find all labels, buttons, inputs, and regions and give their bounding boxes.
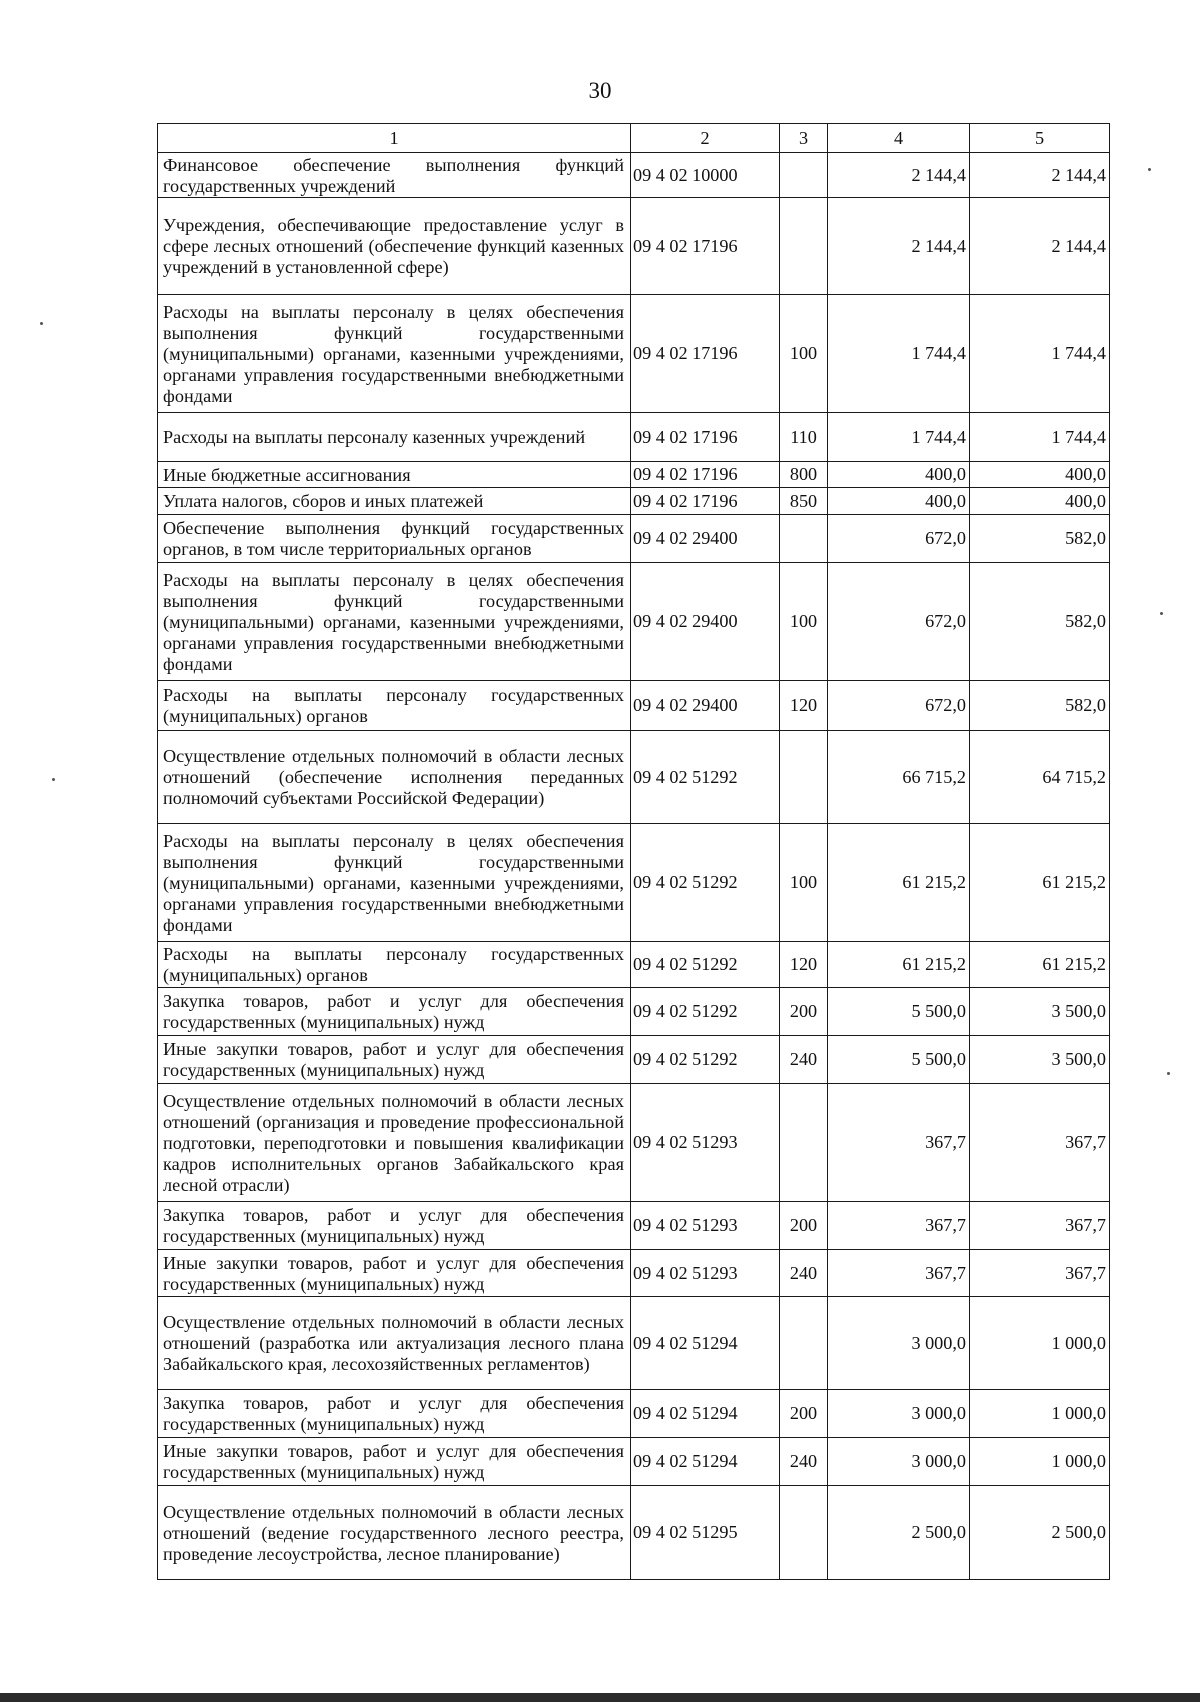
page-number: 30 <box>588 78 612 103</box>
row-name-cell: Осуществление отдельных полномочий в области лесных отношений (ведение государственного лесного реестра, проведение лесоустройства, лесное планирование) <box>158 1486 631 1580</box>
row-amount-col5-cell: 2 500,0 <box>970 1486 1110 1580</box>
table-body <box>158 153 1110 1580</box>
row-amount-col5-cell: 64 715,2 <box>970 731 1110 824</box>
row-amount-col4-cell: 3 000,0 <box>828 1438 970 1486</box>
row-expense-type-cell: 240 <box>780 1250 828 1297</box>
row-name-cell: Иные бюджетные ассигнования <box>158 462 631 488</box>
table-row <box>158 563 1110 681</box>
row-expense-type-cell <box>780 1084 828 1202</box>
table-row <box>158 153 1110 198</box>
row-expense-type-cell: 110 <box>780 413 828 462</box>
table-row <box>158 1084 1110 1202</box>
table-row <box>158 1202 1110 1250</box>
row-name-cell: Финансовое обеспечение выполнения функций государственных учреждений <box>158 153 631 198</box>
row-amount-col5-cell: 1 744,4 <box>970 413 1110 462</box>
row-amount-col5-cell: 582,0 <box>970 563 1110 681</box>
row-code-cell: 09 4 02 51294 <box>631 1390 780 1438</box>
row-amount-col5-cell: 367,7 <box>970 1250 1110 1297</box>
row-name-cell: Расходы на выплаты персоналу государственных (муниципальных) органов <box>158 942 631 988</box>
row-code-cell: 09 4 02 17196 <box>631 413 780 462</box>
row-amount-col5-cell: 400,0 <box>970 488 1110 515</box>
scan-speck <box>40 322 43 325</box>
table-row <box>158 824 1110 942</box>
row-expense-type-cell <box>780 515 828 563</box>
row-name-cell: Иные закупки товаров, работ и услуг для обеспечения государственных (муниципальных) нужд <box>158 1250 631 1297</box>
table-header-row <box>158 124 1110 153</box>
table-row <box>158 488 1110 515</box>
row-code-cell: 09 4 02 51292 <box>631 1036 780 1084</box>
row-name-cell: Обеспечение выполнения функций государственных органов, в том числе территориальных органов <box>158 515 631 563</box>
row-amount-col5-cell: 61 215,2 <box>970 824 1110 942</box>
table-row <box>158 1438 1110 1486</box>
row-amount-col5-cell: 2 144,4 <box>970 198 1110 295</box>
row-code-cell: 09 4 02 29400 <box>631 681 780 731</box>
row-name-cell: Расходы на выплаты персоналу государственных (муниципальных) органов <box>158 681 631 731</box>
row-code-cell: 09 4 02 17196 <box>631 462 780 488</box>
table-row <box>158 1390 1110 1438</box>
row-amount-col4-cell: 367,7 <box>828 1084 970 1202</box>
row-code-cell: 09 4 02 51292 <box>631 824 780 942</box>
table-row <box>158 198 1110 295</box>
row-amount-col4-cell: 5 500,0 <box>828 988 970 1036</box>
scan-speck <box>1160 612 1163 615</box>
column-header-3: 3 <box>780 124 828 153</box>
row-name-cell: Иные закупки товаров, работ и услуг для обеспечения государственных (муниципальных) нужд <box>158 1036 631 1084</box>
row-code-cell: 09 4 02 51293 <box>631 1202 780 1250</box>
row-amount-col5-cell: 2 144,4 <box>970 153 1110 198</box>
table-row <box>158 988 1110 1036</box>
row-name-cell: Иные закупки товаров, работ и услуг для обеспечения государственных (муниципальных) нужд <box>158 1438 631 1486</box>
table-row <box>158 413 1110 462</box>
row-amount-col4-cell: 1 744,4 <box>828 413 970 462</box>
row-amount-col4-cell: 61 215,2 <box>828 824 970 942</box>
row-code-cell: 09 4 02 51292 <box>631 731 780 824</box>
row-amount-col4-cell: 3 000,0 <box>828 1297 970 1390</box>
column-header-5: 5 <box>970 124 1110 153</box>
table-row <box>158 1486 1110 1580</box>
row-expense-type-cell: 200 <box>780 1202 828 1250</box>
budget-table <box>157 123 1110 1580</box>
row-amount-col5-cell: 1 000,0 <box>970 1438 1110 1486</box>
row-amount-col4-cell: 5 500,0 <box>828 1036 970 1084</box>
row-name-cell: Расходы на выплаты персоналу казенных учреждений <box>158 413 631 462</box>
row-code-cell: 09 4 02 17196 <box>631 295 780 413</box>
row-amount-col5-cell: 1 744,4 <box>970 295 1110 413</box>
row-amount-col4-cell: 672,0 <box>828 681 970 731</box>
row-amount-col5-cell: 61 215,2 <box>970 942 1110 988</box>
scan-speck <box>52 778 55 781</box>
row-code-cell: 09 4 02 51293 <box>631 1250 780 1297</box>
row-code-cell: 09 4 02 51294 <box>631 1297 780 1390</box>
row-amount-col4-cell: 1 744,4 <box>828 295 970 413</box>
row-amount-col5-cell: 582,0 <box>970 515 1110 563</box>
row-code-cell: 09 4 02 29400 <box>631 515 780 563</box>
table-row <box>158 681 1110 731</box>
row-expense-type-cell: 800 <box>780 462 828 488</box>
row-amount-col4-cell: 400,0 <box>828 488 970 515</box>
row-amount-col5-cell: 1 000,0 <box>970 1297 1110 1390</box>
column-header-2: 2 <box>631 124 780 153</box>
table-row <box>158 1036 1110 1084</box>
row-code-cell: 09 4 02 51294 <box>631 1438 780 1486</box>
row-expense-type-cell: 240 <box>780 1438 828 1486</box>
row-amount-col5-cell: 367,7 <box>970 1202 1110 1250</box>
row-amount-col5-cell: 400,0 <box>970 462 1110 488</box>
row-amount-col4-cell: 400,0 <box>828 462 970 488</box>
row-expense-type-cell: 120 <box>780 681 828 731</box>
row-expense-type-cell: 200 <box>780 1390 828 1438</box>
row-amount-col4-cell: 61 215,2 <box>828 942 970 988</box>
row-name-cell: Расходы на выплаты персоналу в целях обеспечения выполнения функций государственными (муниципальными) органами, казенными учреждениями, органами управления государственными внебюджетными фондами <box>158 295 631 413</box>
row-expense-type-cell <box>780 731 828 824</box>
row-expense-type-cell: 120 <box>780 942 828 988</box>
row-amount-col4-cell: 672,0 <box>828 515 970 563</box>
scan-speck <box>1167 1072 1170 1075</box>
row-code-cell: 09 4 02 51292 <box>631 942 780 988</box>
table-row <box>158 515 1110 563</box>
row-amount-col4-cell: 672,0 <box>828 563 970 681</box>
row-amount-col4-cell: 367,7 <box>828 1202 970 1250</box>
row-amount-col5-cell: 3 500,0 <box>970 1036 1110 1084</box>
row-expense-type-cell: 100 <box>780 295 828 413</box>
row-code-cell: 09 4 02 17196 <box>631 198 780 295</box>
row-amount-col4-cell: 3 000,0 <box>828 1390 970 1438</box>
row-expense-type-cell: 100 <box>780 563 828 681</box>
row-expense-type-cell <box>780 1297 828 1390</box>
row-code-cell: 09 4 02 51293 <box>631 1084 780 1202</box>
table-row <box>158 462 1110 488</box>
row-code-cell: 09 4 02 17196 <box>631 488 780 515</box>
row-name-cell: Осуществление отдельных полномочий в области лесных отношений (разработка или актуализация лесного плана Забайкальского края, лесохозяйственных регламентов) <box>158 1297 631 1390</box>
row-expense-type-cell <box>780 198 828 295</box>
row-amount-col5-cell: 367,7 <box>970 1084 1110 1202</box>
row-name-cell: Расходы на выплаты персоналу в целях обеспечения выполнения функций государственными (муниципальными) органами, казенными учреждениями, органами управления государственными внебюджетными фондами <box>158 824 631 942</box>
row-amount-col5-cell: 1 000,0 <box>970 1390 1110 1438</box>
scan-edge-line <box>0 1693 1200 1702</box>
row-name-cell: Закупка товаров, работ и услуг для обеспечения государственных (муниципальных) нужд <box>158 1390 631 1438</box>
row-name-cell: Осуществление отдельных полномочий в области лесных отношений (организация и проведение профессиональной подготовки, переподготовки и повышения квалификации кадров исполнительных органов Забайкальского края лесной отрасли) <box>158 1084 631 1202</box>
table-row <box>158 942 1110 988</box>
table-row <box>158 295 1110 413</box>
row-amount-col4-cell: 66 715,2 <box>828 731 970 824</box>
row-amount-col4-cell: 367,7 <box>828 1250 970 1297</box>
row-code-cell: 09 4 02 51292 <box>631 988 780 1036</box>
row-code-cell: 09 4 02 51295 <box>631 1486 780 1580</box>
row-expense-type-cell: 200 <box>780 988 828 1036</box>
row-expense-type-cell <box>780 153 828 198</box>
row-name-cell: Закупка товаров, работ и услуг для обеспечения государственных (муниципальных) нужд <box>158 988 631 1036</box>
scan-speck <box>1148 168 1151 171</box>
row-expense-type-cell: 240 <box>780 1036 828 1084</box>
table-row <box>158 1297 1110 1390</box>
row-amount-col4-cell: 2 144,4 <box>828 153 970 198</box>
row-name-cell: Учреждения, обеспечивающие предоставление услуг в сфере лесных отношений (обеспечение функций казенных учреждений в установленной сфере) <box>158 198 631 295</box>
row-amount-col4-cell: 2 144,4 <box>828 198 970 295</box>
row-name-cell: Расходы на выплаты персоналу в целях обеспечения выполнения функций государственными (муниципальными) органами, казенными учреждениями, органами управления государственными внебюджетными фондами <box>158 563 631 681</box>
row-expense-type-cell: 100 <box>780 824 828 942</box>
row-name-cell: Закупка товаров, работ и услуг для обеспечения государственных (муниципальных) нужд <box>158 1202 631 1250</box>
table-row <box>158 731 1110 824</box>
table-row <box>158 1250 1110 1297</box>
row-amount-col5-cell: 3 500,0 <box>970 988 1110 1036</box>
row-name-cell: Уплата налогов, сборов и иных платежей <box>158 488 631 515</box>
row-code-cell: 09 4 02 10000 <box>631 153 780 198</box>
row-amount-col5-cell: 582,0 <box>970 681 1110 731</box>
row-expense-type-cell <box>780 1486 828 1580</box>
row-expense-type-cell: 850 <box>780 488 828 515</box>
row-amount-col4-cell: 2 500,0 <box>828 1486 970 1580</box>
column-header-4: 4 <box>828 124 970 153</box>
row-code-cell: 09 4 02 29400 <box>631 563 780 681</box>
row-name-cell: Осуществление отдельных полномочий в области лесных отношений (обеспечение исполнения переданных полномочий субъектами Российской Федерации) <box>158 731 631 824</box>
column-header-1: 1 <box>158 124 631 153</box>
